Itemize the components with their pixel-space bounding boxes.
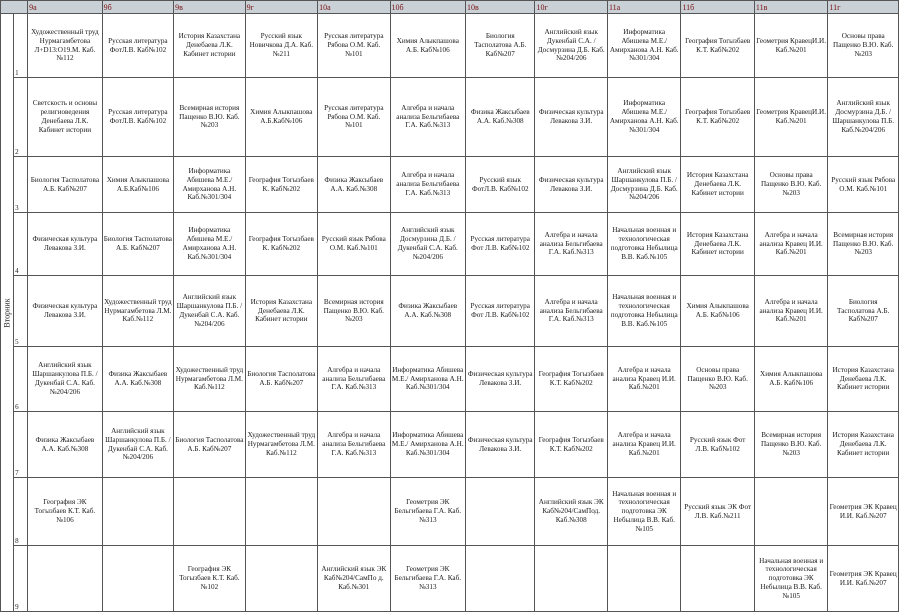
lesson-cell xyxy=(681,546,754,612)
lesson-cell: География Тогызбаев К.Т. Каб№202 xyxy=(681,14,754,78)
lesson-cell: Художественный труд Нурмагамбетова Л+D13:O19.М. Каб.№112 xyxy=(28,14,102,78)
day-label: Вторник xyxy=(2,297,12,328)
lesson-cell: Английский язык Шаршанкулова П.Б. /Дукенбай С.А. Каб.№204/206 xyxy=(174,276,245,347)
lesson-cell xyxy=(754,478,827,546)
lesson-cell: Информатика Абишева М.Е./ Амирханова А.Н. Каб.№301/304 xyxy=(390,347,466,412)
lesson-row xyxy=(1,157,899,213)
lesson-cell: Физическая культура Левакова З.И. xyxy=(28,213,102,276)
lesson-cell: Русская литература Фот Л.В. Каб№102 xyxy=(466,213,535,276)
lesson-cell: История Казахстана Денебаева Л.К. Кабинет истории xyxy=(681,157,754,213)
lesson-cell: Алгебра и начала анализа Бельгибаева Г.А. Каб.№313 xyxy=(535,276,607,347)
lesson-cell: Начальная военная и технологическая подготовка Небылица В.В. Каб.№105 xyxy=(607,276,680,347)
lesson-cell: Информатика Абишева М.Е./ Амирханова А.Н. Каб.№301/304 xyxy=(390,412,466,478)
lesson-cell: Основы права Пащенко В.Ю. Каб.№203 xyxy=(828,14,899,78)
header-row xyxy=(1,1,899,14)
lesson-cell: Геометрия КравецИ.И. Каб.№201 xyxy=(754,78,827,157)
lesson-cell: География Тогызбаев К. Каб№202 xyxy=(245,157,317,213)
lesson-cell: Информатика Абишева М.Е./ Амирханова А.Н. Каб.№301/304 xyxy=(174,157,245,213)
lesson-cell: Информатика Абишева М.Е./ Амирханова А.Н. Каб.№301/304 xyxy=(607,14,680,78)
lesson-cell xyxy=(245,546,317,612)
lesson-cell: Основы права Пащенко В.Ю. Каб.№203 xyxy=(754,157,827,213)
lesson-cell: Физика Жаксыбаев А.А. Каб.№308 xyxy=(390,276,466,347)
lesson-cell: География ЭК Тогызбаев К.Т. Каб.№102 xyxy=(174,546,245,612)
lesson-cell: Физика Жаксыбаев А.А. Каб.№308 xyxy=(28,412,102,478)
lesson-cell: Начальная военная и технологическая подготовка ЭК Небылица В.В. Каб.№105 xyxy=(607,478,680,546)
lesson-cell xyxy=(607,546,680,612)
lesson-cell: Алгебра и начала анализа Кравец И.И. Каб.№201 xyxy=(754,276,827,347)
class-header: 11б xyxy=(681,1,754,14)
lesson-cell: Алгебра и начала анализа Бельгибаева Г.А. Каб.№313 xyxy=(390,78,466,157)
lesson-cell: Геометрия КравецИ.И. Каб.№201 xyxy=(754,14,827,78)
lesson-cell: Биология Тасполатова А.Б. Каб№207 xyxy=(828,276,899,347)
lesson-cell: Русский язык Рябова О.М. Каб.№101 xyxy=(828,157,899,213)
lesson-cell: Художественный труд Нурмагамбетова Л.М. Каб.№112 xyxy=(245,412,317,478)
lesson-cell: Русский язык Новичкова Д.А. Каб.№211 xyxy=(245,14,317,78)
lesson-cell: Английский язык Шаршанкулова П.Б. /Дукенбай С.А. Каб.№204/206 xyxy=(102,412,173,478)
lesson-cell: Светскость и основы религиоведения Денебаева Л.К. Кабинет истории xyxy=(28,78,102,157)
lesson-cell: Геометрия ЭК Кравец И.И. Каб.№207 xyxy=(828,478,899,546)
lesson-cell: География Тогызбаев К.Т. Каб№202 xyxy=(535,412,607,478)
lesson-cell: Английский язык Досмурзина Д.Б. /Дукенбай С.А. Каб.№204/206 xyxy=(390,213,466,276)
lesson-row xyxy=(1,276,899,347)
lesson-cell: География Тогызбаев К.Т. Каб№202 xyxy=(681,78,754,157)
lesson-cell: История Казахстана Денебаева Л.К. Кабинет истории xyxy=(174,14,245,78)
lesson-cell: Физика Жаксыбаев А.А. Каб.№308 xyxy=(318,157,390,213)
lesson-cell: Русская литература Рябова О.М. Каб.№101 xyxy=(318,14,390,78)
lesson-cell: Физика Жаксыбаев А.А. Каб.№308 xyxy=(102,347,173,412)
lesson-cell xyxy=(102,546,173,612)
lesson-cell xyxy=(102,478,173,546)
lesson-cell: Химия Алыкпашова А.Б. Каб№106 xyxy=(390,14,466,78)
lesson-cell: Русская литература Рябова О.М. Каб.№101 xyxy=(318,78,390,157)
lesson-cell: Физическая культура Левакова З.И. xyxy=(535,78,607,157)
lesson-cell xyxy=(174,478,245,546)
lesson-cell xyxy=(318,478,390,546)
lesson-cell: Русский язык Фот Л.В. Каб№102 xyxy=(681,412,754,478)
lesson-number: 7 xyxy=(14,412,28,478)
lesson-cell: Художественный труд Нурмагамбетова Л.М. Каб.№112 xyxy=(102,276,173,347)
lesson-row xyxy=(1,78,899,157)
lesson-cell: Биология Тасполатова А.Б. Каб№207 xyxy=(174,412,245,478)
lesson-cell: Информатика Абишева М.Е./ Амирханова А.Н. Каб.№301/304 xyxy=(174,213,245,276)
lesson-cell xyxy=(466,478,535,546)
lesson-row xyxy=(1,412,899,478)
lesson-cell: Русская литература ФотЛ.В. Каб№102 xyxy=(102,78,173,157)
class-header: 9б xyxy=(102,1,173,14)
lesson-number: 5 xyxy=(14,276,28,347)
lesson-cell: Английский язык Дукенбай С.А. / Досмурзина Д.Б. Каб.№204/206 xyxy=(535,14,607,78)
lesson-cell: Английский язык ЭК Каб№204/СамПод. Каб.№308 xyxy=(535,478,607,546)
lesson-cell: Начальная военная и технологическая подготовка Небылица В.В. Каб.№105 xyxy=(607,213,680,276)
lesson-cell: Физическая культура Левакова З.И. xyxy=(535,157,607,213)
lesson-cell: Физика Жаксыбаев А.А. Каб.№308 xyxy=(466,78,535,157)
lesson-cell: Физическая культура Левакова З.И. xyxy=(466,412,535,478)
lesson-cell: Русская литература Фот Л.В. Каб№102 xyxy=(466,276,535,347)
class-header: 10в xyxy=(466,1,535,14)
lesson-row xyxy=(1,546,899,612)
lesson-cell: Химия Алыкпашова А.Б.Каб№106 xyxy=(102,157,173,213)
lesson-cell: Физическая культура Левакова З.И. xyxy=(28,276,102,347)
lesson-cell: Всемирная история Пащенко В.Ю. Каб.№203 xyxy=(174,78,245,157)
lesson-cell: Алгебра и начала анализа Бельгибаева Г.А. Каб.№313 xyxy=(390,157,466,213)
class-header: 11а xyxy=(607,1,680,14)
lesson-cell: Английский язык ЭК Каб№204/СамПо д. Каб.№301 xyxy=(318,546,390,612)
lesson-cell: Английский язык Шаршанкулова П.Б. /Досмурзина Д.Б. Каб.№204/206 xyxy=(607,157,680,213)
lesson-cell: География Тогызбаев К.Т. Каб№202 xyxy=(535,347,607,412)
lesson-cell: Биология Тасполатова А.Б. Каб№207 xyxy=(102,213,173,276)
class-header: 11в xyxy=(754,1,827,14)
lesson-cell: Физическая культура Левакова З.И. xyxy=(466,347,535,412)
lesson-cell: Русский язык Рябова О.М. Каб.№101 xyxy=(318,213,390,276)
class-header: 9в xyxy=(174,1,245,14)
lesson-cell xyxy=(535,546,607,612)
lesson-row xyxy=(1,213,899,276)
class-header: 10б xyxy=(390,1,466,14)
lesson-number: 9 xyxy=(14,546,28,612)
lesson-row xyxy=(1,478,899,546)
lesson-cell: Английский язык Шаршанкулова П.Б. /Дукенбай С.А. Каб.№204/206 xyxy=(28,347,102,412)
lesson-cell: Химия Алыкпашова А.Б. Каб№106 xyxy=(754,347,827,412)
lesson-cell: Алгебра и начала анализа Кравец И.И. Каб.№201 xyxy=(607,347,680,412)
lesson-cell: География Тогызбаев К. Каб№202 xyxy=(245,213,317,276)
lesson-cell: Химия Алыкпашова А.Б.Каб№106 xyxy=(245,78,317,157)
lesson-cell: Русский язык ЭК Фот Л.В. Каб.№211 xyxy=(681,478,754,546)
lesson-cell: Биология Тасполатова А.Б. Каб№207 xyxy=(466,14,535,78)
lesson-cell: Геометрия ЭК Кравец И.И. Каб.№207 xyxy=(828,546,899,612)
header-corner xyxy=(1,1,28,14)
lesson-cell: История Казахстана Денебаева Л.К. Кабинет истории xyxy=(245,276,317,347)
lesson-cell: История Казахстана Денебаева Л.К. Кабинет истории xyxy=(828,412,899,478)
lesson-cell: Геометрия ЭК Бельгибаева Г.А. Каб.№313 xyxy=(390,478,466,546)
lesson-row xyxy=(1,347,899,412)
class-header: 10г xyxy=(535,1,607,14)
lesson-cell: Начальная военная и технологическая подготовка ЭК Небылица В.В. Каб.№105 xyxy=(754,546,827,612)
lesson-cell: Алгебра и начала анализа Бельгибаева Г.А. Каб.№313 xyxy=(318,347,390,412)
lesson-number: 4 xyxy=(14,213,28,276)
lesson-cell: География ЭК Тогызбаев К.Т. Каб.№106 xyxy=(28,478,102,546)
lesson-cell xyxy=(28,546,102,612)
lesson-cell: Алгебра и начала анализа Кравец И.И. Каб.№201 xyxy=(754,213,827,276)
lesson-cell: Всемирная история Пащенко В.Ю. Каб.№203 xyxy=(318,276,390,347)
lesson-cell: Химия Алыкпашова А.Б. Каб№106 xyxy=(681,276,754,347)
lesson-cell: Алгебра и начала анализа Кравец И.И. Каб.№201 xyxy=(607,412,680,478)
lesson-number: 2 xyxy=(14,78,28,157)
lesson-cell xyxy=(245,478,317,546)
lesson-cell: Биология Тасполатова А.Б. Каб№207 xyxy=(245,347,317,412)
lesson-cell: Алгебра и начала анализа Бельгибаева Г.А. Каб.№313 xyxy=(318,412,390,478)
lesson-cell: Информатика Абишева М.Е./ Амирханова А.Н. Каб.№301/304 xyxy=(607,78,680,157)
lesson-cell: История Казахстана Денебаева Л.К. Кабинет истории xyxy=(828,347,899,412)
class-header: 11г xyxy=(828,1,899,14)
lesson-cell: Биология Тасполатова А.Б. Каб№207 xyxy=(28,157,102,213)
lesson-number: 1 xyxy=(14,14,28,78)
lesson-number: 3 xyxy=(14,157,28,213)
class-header: 9а xyxy=(28,1,102,14)
lesson-cell xyxy=(466,546,535,612)
lesson-cell: Художественный труд Нурмагамбетова Л.М. Каб.№112 xyxy=(174,347,245,412)
lesson-cell: Всемирная история Пащенко В.Ю. Каб.№203 xyxy=(754,412,827,478)
lesson-cell: Основы права Пащенко В.Ю. Каб.№203 xyxy=(681,347,754,412)
lesson-number: 8 xyxy=(14,478,28,546)
lesson-cell: Русский язык ФотЛ.В. Каб№102 xyxy=(466,157,535,213)
lesson-cell: Русская литература ФотЛ.В. Каб№102 xyxy=(102,14,173,78)
lesson-cell: Алгебра и начала анализа Бельгибаева Г.А. Каб.№313 xyxy=(535,213,607,276)
lesson-number: 6 xyxy=(14,347,28,412)
class-header: 10а xyxy=(318,1,390,14)
class-header: 9г xyxy=(245,1,317,14)
lesson-cell: Английский язык Досмурзина Д.Б. / Шаршанкулова П.Б. Каб.№204/206 xyxy=(828,78,899,157)
lesson-cell: Всемирная история Пащенко В.Ю. Каб.№203 xyxy=(828,213,899,276)
lesson-cell: Геометрия ЭК Бельгибаева Г.А. Каб.№313 xyxy=(390,546,466,612)
day-cell xyxy=(1,14,14,612)
lesson-row xyxy=(1,14,899,78)
lesson-cell: История Казахстана Денебаева Л.К. Кабинет истории xyxy=(681,213,754,276)
